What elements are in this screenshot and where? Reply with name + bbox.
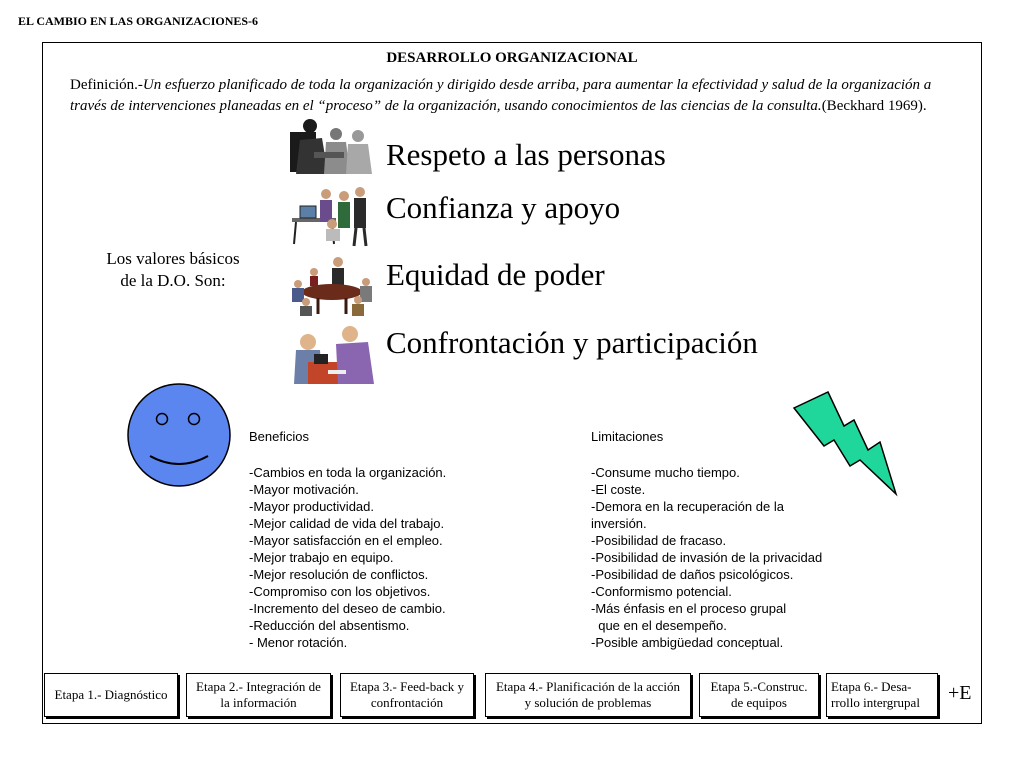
discussion-icon — [288, 322, 376, 386]
benefit-item: -Mayor motivación. — [249, 482, 359, 497]
people-meeting-icon — [288, 118, 376, 176]
limitation-item: -Conformismo potencial. — [591, 584, 732, 599]
limitation-item: inversión. — [591, 516, 647, 531]
benefit-item: -Incremento del deseo de cambio. — [249, 601, 446, 616]
limitation-item: -Consume mucho tiempo. — [591, 465, 740, 480]
values-label — [88, 248, 258, 292]
stage-5-line2: de equipos — [731, 695, 787, 710]
stage-2-line1: Etapa 2.- Integración de — [196, 679, 321, 694]
stage-1-box — [44, 673, 178, 717]
section-heading: DESARROLLO ORGANIZACIONAL — [386, 50, 638, 66]
benefit-item: -Mejor resolución de conflictos. — [249, 567, 429, 582]
limitation-item: -Posibilidad de invasión de la privacidad — [591, 550, 823, 565]
benefit-item: -Cambios en toda la organización. — [249, 465, 447, 480]
benefit-item: -Mejor calidad de vida del trabajo. — [249, 516, 445, 531]
value-confrontation: Confrontación y participación — [386, 325, 758, 360]
stage-5-box — [699, 673, 819, 717]
plus-e-label: +E — [948, 682, 972, 704]
value-power-equity: Equidad de poder — [386, 257, 605, 292]
stage-3-line2: confrontación — [370, 695, 444, 710]
values-label-line2: de la D.O. Son: — [120, 271, 226, 290]
definition-citation: (Beckhard 1969). — [821, 98, 927, 114]
benefit-item: -Mejor trabajo en equipo. — [249, 550, 394, 565]
limitation-item: -Posibilidad de daños psicológicos. — [591, 567, 794, 582]
stage-3-box — [340, 673, 474, 717]
stage-3-line1: Etapa 3.- Feed-back y — [349, 679, 465, 694]
stage-2-box — [186, 673, 331, 717]
page-title: EL CAMBIO EN LAS ORGANIZACIONES-6 — [18, 14, 259, 28]
benefit-item: -Mayor satisfacción en el empleo. — [249, 533, 443, 548]
benefits-list — [249, 464, 446, 651]
benefit-item: -Mayor productividad. — [249, 499, 374, 514]
benefit-item: -Reducción del absentismo. — [249, 618, 410, 633]
limitations-list — [591, 464, 822, 651]
limitation-item: -El coste. — [591, 482, 646, 497]
office-team-icon — [288, 184, 376, 248]
values-label-line1: Los valores básicos — [106, 249, 240, 268]
stage-4-line1: Etapa 4.- Planificación de la acción — [495, 679, 681, 694]
stage-2-line2: la información — [220, 695, 297, 710]
stage-6-line2: rrollo intergrupal — [831, 695, 920, 710]
value-respect: Respeto a las personas — [386, 137, 666, 172]
stage-6-line1: Etapa 6.- Desa- — [831, 679, 912, 694]
stage-1-line1: Etapa 1.- Diagnóstico — [54, 687, 168, 702]
smiley-face-icon — [126, 382, 232, 488]
stage-4-box — [485, 673, 691, 717]
limitation-item: que en el desempeño. — [591, 618, 727, 633]
benefit-item: -Compromiso con los objetivos. — [249, 584, 431, 599]
definition-lead: Definición.- — [70, 77, 143, 93]
definition-text — [70, 75, 960, 117]
definition-body: Un esfuerzo planificado de toda la organización y dirigido desde arriba, para aumentar la efectividad y salud de la organización a través de intervenciones planeadas en el “proceso” de la organización, usando conocimientos de las ciencias de la consulta. — [70, 77, 932, 114]
conference-table-icon — [288, 254, 376, 318]
limitations-title: Limitaciones — [591, 429, 664, 444]
benefits-title: Beneficios — [249, 429, 309, 444]
limitation-item: -Posible ambigüedad conceptual. — [591, 635, 784, 650]
stage-6-box — [826, 673, 938, 717]
stage-4-line2: y solución de problemas — [524, 695, 652, 710]
limitation-item: -Demora en la recuperación de la — [591, 499, 784, 514]
limitation-item: -Posibilidad de fracaso. — [591, 533, 727, 548]
limitation-item: -Más énfasis en el proceso grupal — [591, 601, 787, 616]
value-trust: Confianza y apoyo — [386, 190, 621, 225]
benefit-item: - Menor rotación. — [249, 635, 348, 650]
stage-5-line1: Etapa 5.-Construc. — [710, 679, 808, 694]
